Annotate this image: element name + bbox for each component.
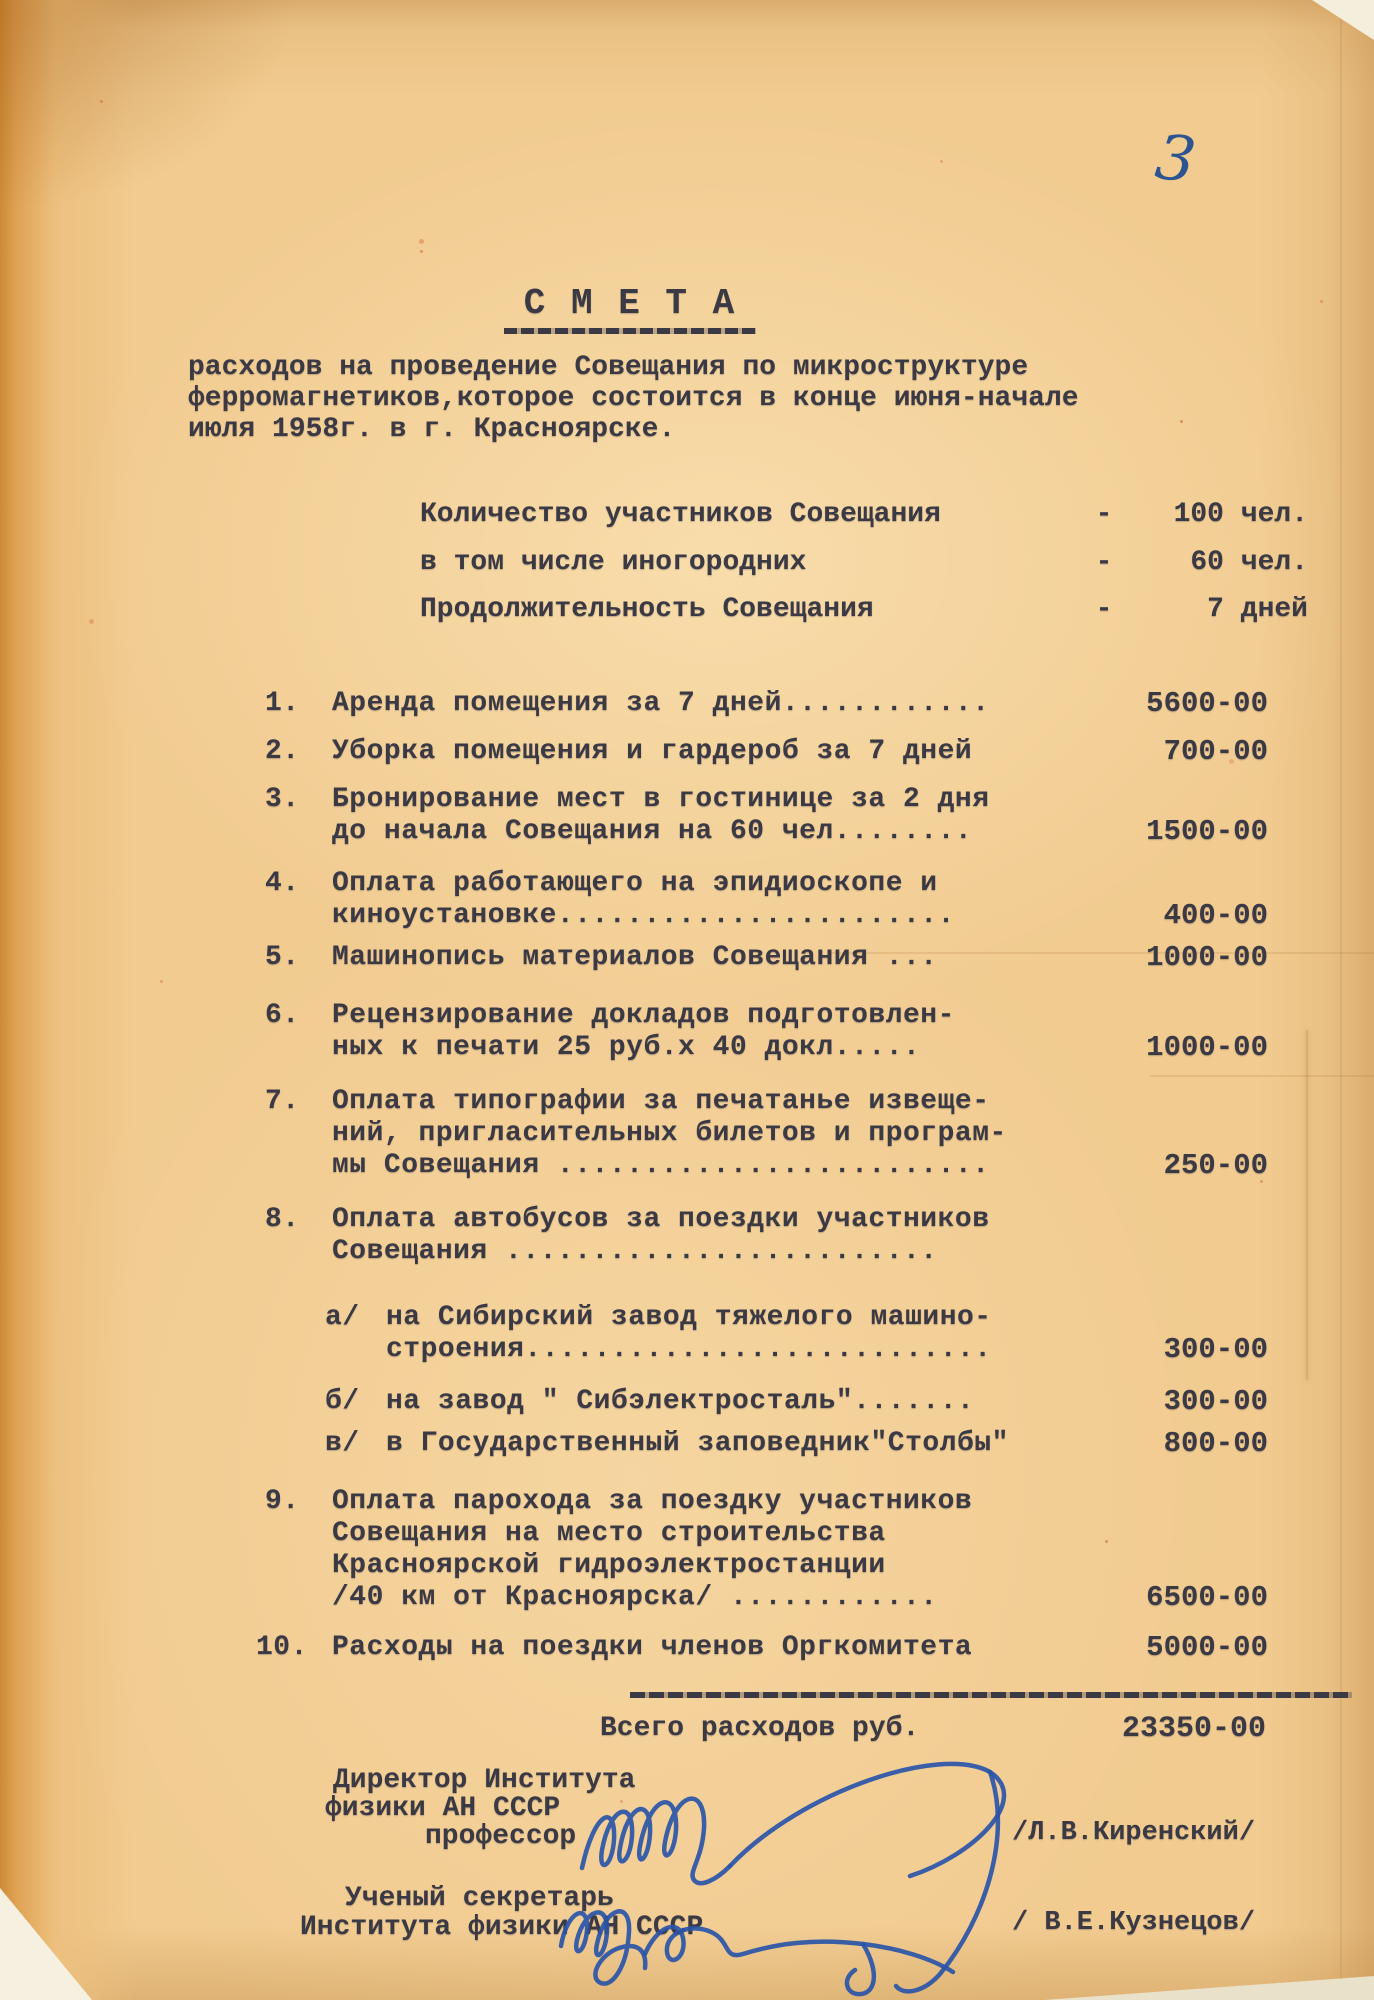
- indent: [250, 1236, 332, 1268]
- budget-item-7: [250, 1086, 1268, 1182]
- item-amount: [1092, 1550, 1268, 1582]
- item-line: [250, 1518, 1268, 1550]
- paper-specks: [100, 100, 103, 103]
- item-number: 2.: [265, 736, 300, 767]
- item-amount: 1000-00: [1146, 1031, 1268, 1064]
- summary-value: 7 дней: [1207, 594, 1308, 625]
- budget-subitem-a: [250, 1302, 1268, 1366]
- item-text: Рецензирование докладов подготовлен-: [332, 1000, 955, 1031]
- item-text: Красноярской гидроэлектростанции: [332, 1550, 886, 1581]
- intro-line: ферромагнетиков,которое состоится в конце июня-начале: [188, 383, 1079, 414]
- item-text: в Государственный заповедник"Столбы": [386, 1428, 1009, 1459]
- item-amount: 300-00: [1163, 1385, 1268, 1418]
- item-line: [250, 784, 1268, 816]
- summary-row: [420, 593, 1308, 627]
- item-amount: 1500-00: [1146, 815, 1268, 848]
- item-amount: [1092, 1000, 1268, 1032]
- item-text: /40 км от Красноярска/ ............: [332, 1582, 938, 1613]
- summary-value: 100 чел.: [1173, 499, 1308, 530]
- indent: [250, 1150, 332, 1182]
- signer2-role-line: Ученый секретарь: [345, 1883, 614, 1914]
- item-amount: [1092, 1236, 1268, 1268]
- item-line: [250, 1000, 1268, 1032]
- budget-item-5: [250, 942, 1268, 974]
- item-line: [250, 688, 1268, 720]
- signer1-role-line: профессор: [425, 1821, 577, 1852]
- subitem-letter: б/: [325, 1386, 360, 1417]
- total-amount: 23350-00: [1121, 1712, 1266, 1746]
- subitem-letter: а/: [325, 1302, 360, 1333]
- item-line: [250, 900, 1268, 932]
- item-number: 4.: [265, 868, 300, 899]
- item-amount: [1092, 868, 1268, 900]
- page-number: 3: [1151, 119, 1200, 198]
- indent: [250, 1032, 332, 1064]
- total-label: Всего расходов руб.: [600, 1713, 920, 1744]
- item-number: 1.: [265, 688, 300, 719]
- summary-dash: -: [1095, 547, 1113, 578]
- item-text: ний, пригласительных билетов и програм-: [332, 1118, 1007, 1149]
- item-amount: [1092, 1118, 1268, 1150]
- item-amount: [1092, 1086, 1268, 1118]
- item-text: мы Совещания .........................: [332, 1150, 990, 1181]
- item-text: Аренда помещения за 7 дней............: [332, 688, 990, 719]
- budget-item-9: [250, 1486, 1268, 1614]
- total-row: [600, 1712, 1266, 1746]
- summary-row: [420, 546, 1308, 580]
- item-amount: 800-00: [1163, 1427, 1268, 1460]
- summary-value: 60 чел.: [1190, 547, 1308, 578]
- summary-label: Количество участников Совещания: [420, 499, 941, 530]
- paper-corner: [0, 1888, 92, 2000]
- item-line: [250, 1032, 1268, 1064]
- item-amount: [1092, 1518, 1268, 1550]
- item-line: [250, 1582, 1268, 1614]
- item-amount: [1092, 1302, 1268, 1334]
- item-amount: 6500-00: [1146, 1581, 1268, 1614]
- item-text: на Сибирский завод тяжелого машино-: [386, 1302, 992, 1333]
- item-line: [250, 942, 1268, 974]
- budget-item-4: [250, 868, 1268, 932]
- budget-item-10: [250, 1632, 1268, 1664]
- budget-subitem-b: [250, 1386, 1268, 1418]
- item-text: Совещания на место строительства: [332, 1518, 886, 1549]
- paper-crease: [1150, 1075, 1374, 1077]
- item-number: 9.: [265, 1486, 300, 1517]
- intro-paragraph: [188, 352, 1138, 445]
- item-text: Бронирование мест в гостинице за 2 дня: [332, 784, 990, 815]
- paper-crease: [1306, 1030, 1308, 1380]
- item-text: на завод " Сибэлектросталь".......: [386, 1386, 975, 1417]
- item-amount: [1092, 784, 1268, 816]
- item-amount: [1092, 1204, 1268, 1236]
- item-text: строения...........................: [386, 1334, 992, 1365]
- item-line: [250, 1428, 1268, 1460]
- item-text: до начала Совещания на 60 чел........: [332, 816, 973, 847]
- item-amount: 300-00: [1163, 1333, 1268, 1366]
- indent: [250, 1118, 332, 1150]
- document-title: [455, 283, 805, 328]
- item-line: [250, 1086, 1268, 1118]
- item-line: [250, 1236, 1268, 1268]
- item-line: [250, 1386, 1268, 1418]
- item-number: 8.: [265, 1204, 300, 1235]
- signer1-role-line: Директор Института: [333, 1765, 636, 1796]
- document-title-text: С М Е Т А: [518, 283, 742, 328]
- summary-dash: -: [1095, 499, 1113, 530]
- item-text: киноустановке.......................: [332, 900, 955, 931]
- indent: [250, 1334, 386, 1366]
- indent: [250, 1582, 332, 1614]
- paper-crease: [1340, 0, 1342, 2000]
- item-text: Оплата парохода за поездку участников: [332, 1486, 973, 1517]
- signer2-name: / В.Е.Кузнецов/: [1012, 1908, 1256, 1938]
- item-amount: 400-00: [1163, 899, 1268, 932]
- summary-label: Продолжительность Совещания: [420, 594, 874, 625]
- intro-line: расходов на проведение Совещания по микроструктуре: [188, 352, 1029, 383]
- intro-line: июля 1958г. в г. Красноярске.: [188, 414, 676, 445]
- item-line: [250, 1486, 1268, 1518]
- indent: [250, 1550, 332, 1582]
- item-line: [250, 1550, 1268, 1582]
- total-rule: [630, 1692, 1352, 1698]
- item-text: Совещания .........................: [332, 1236, 938, 1267]
- paper-corner: [1312, 0, 1374, 40]
- item-text: Оплата автобусов за поездки участников: [332, 1204, 990, 1235]
- item-amount: 250-00: [1163, 1149, 1268, 1182]
- item-line: [250, 1204, 1268, 1236]
- item-line: [250, 1632, 1268, 1664]
- budget-item-1: [250, 688, 1268, 720]
- paper-corner: [1044, 1976, 1374, 2000]
- summary-dash: -: [1095, 594, 1113, 625]
- summary-row: [420, 498, 1308, 532]
- item-amount: 5000-00: [1146, 1631, 1268, 1664]
- item-line: [250, 736, 1268, 768]
- item-number: 3.: [265, 784, 300, 815]
- item-text: Машинопись материалов Совещания ...: [332, 942, 938, 973]
- indent: [250, 900, 332, 932]
- item-text: Оплата работающего на эпидиоскопе и: [332, 868, 938, 899]
- budget-item-8: [250, 1204, 1268, 1268]
- item-amount: [1092, 1486, 1268, 1518]
- item-number: 5.: [265, 942, 300, 973]
- item-text: ных к печати 25 руб.х 40 докл.....: [332, 1032, 921, 1063]
- budget-item-6: [250, 1000, 1268, 1064]
- item-number: 7.: [265, 1086, 300, 1117]
- budget-subitem-v: [250, 1428, 1268, 1460]
- item-line: [250, 1150, 1268, 1182]
- item-number: 6.: [265, 1000, 300, 1031]
- item-text: Расходы на поездки членов Оргкомитета: [332, 1632, 973, 1663]
- signer2-role-line: Института физики АН СССР: [300, 1912, 704, 1943]
- item-number: 10.: [256, 1632, 308, 1663]
- item-line: [250, 868, 1268, 900]
- signer1-role-line: физики АН СССР: [325, 1793, 561, 1824]
- budget-item-2: [250, 736, 1268, 768]
- indent: [250, 1518, 332, 1550]
- item-amount: 5600-00: [1146, 687, 1268, 720]
- item-text: Оплата типографии за печатанье извеще-: [332, 1086, 990, 1117]
- item-amount: 1000-00: [1146, 941, 1268, 974]
- summary-label: в том числе иногородних: [420, 547, 807, 578]
- item-amount: 700-00: [1163, 735, 1268, 768]
- item-line: [250, 816, 1268, 848]
- item-text: Уборка помещения и гардероб за 7 дней: [332, 736, 973, 767]
- subitem-letter: в/: [325, 1428, 360, 1459]
- indent: [250, 816, 332, 848]
- item-line: [250, 1302, 1268, 1334]
- item-line: [250, 1334, 1268, 1366]
- budget-item-3: [250, 784, 1268, 848]
- signer1-name: /Л.В.Киренский/: [1012, 1818, 1256, 1848]
- item-line: [250, 1118, 1268, 1150]
